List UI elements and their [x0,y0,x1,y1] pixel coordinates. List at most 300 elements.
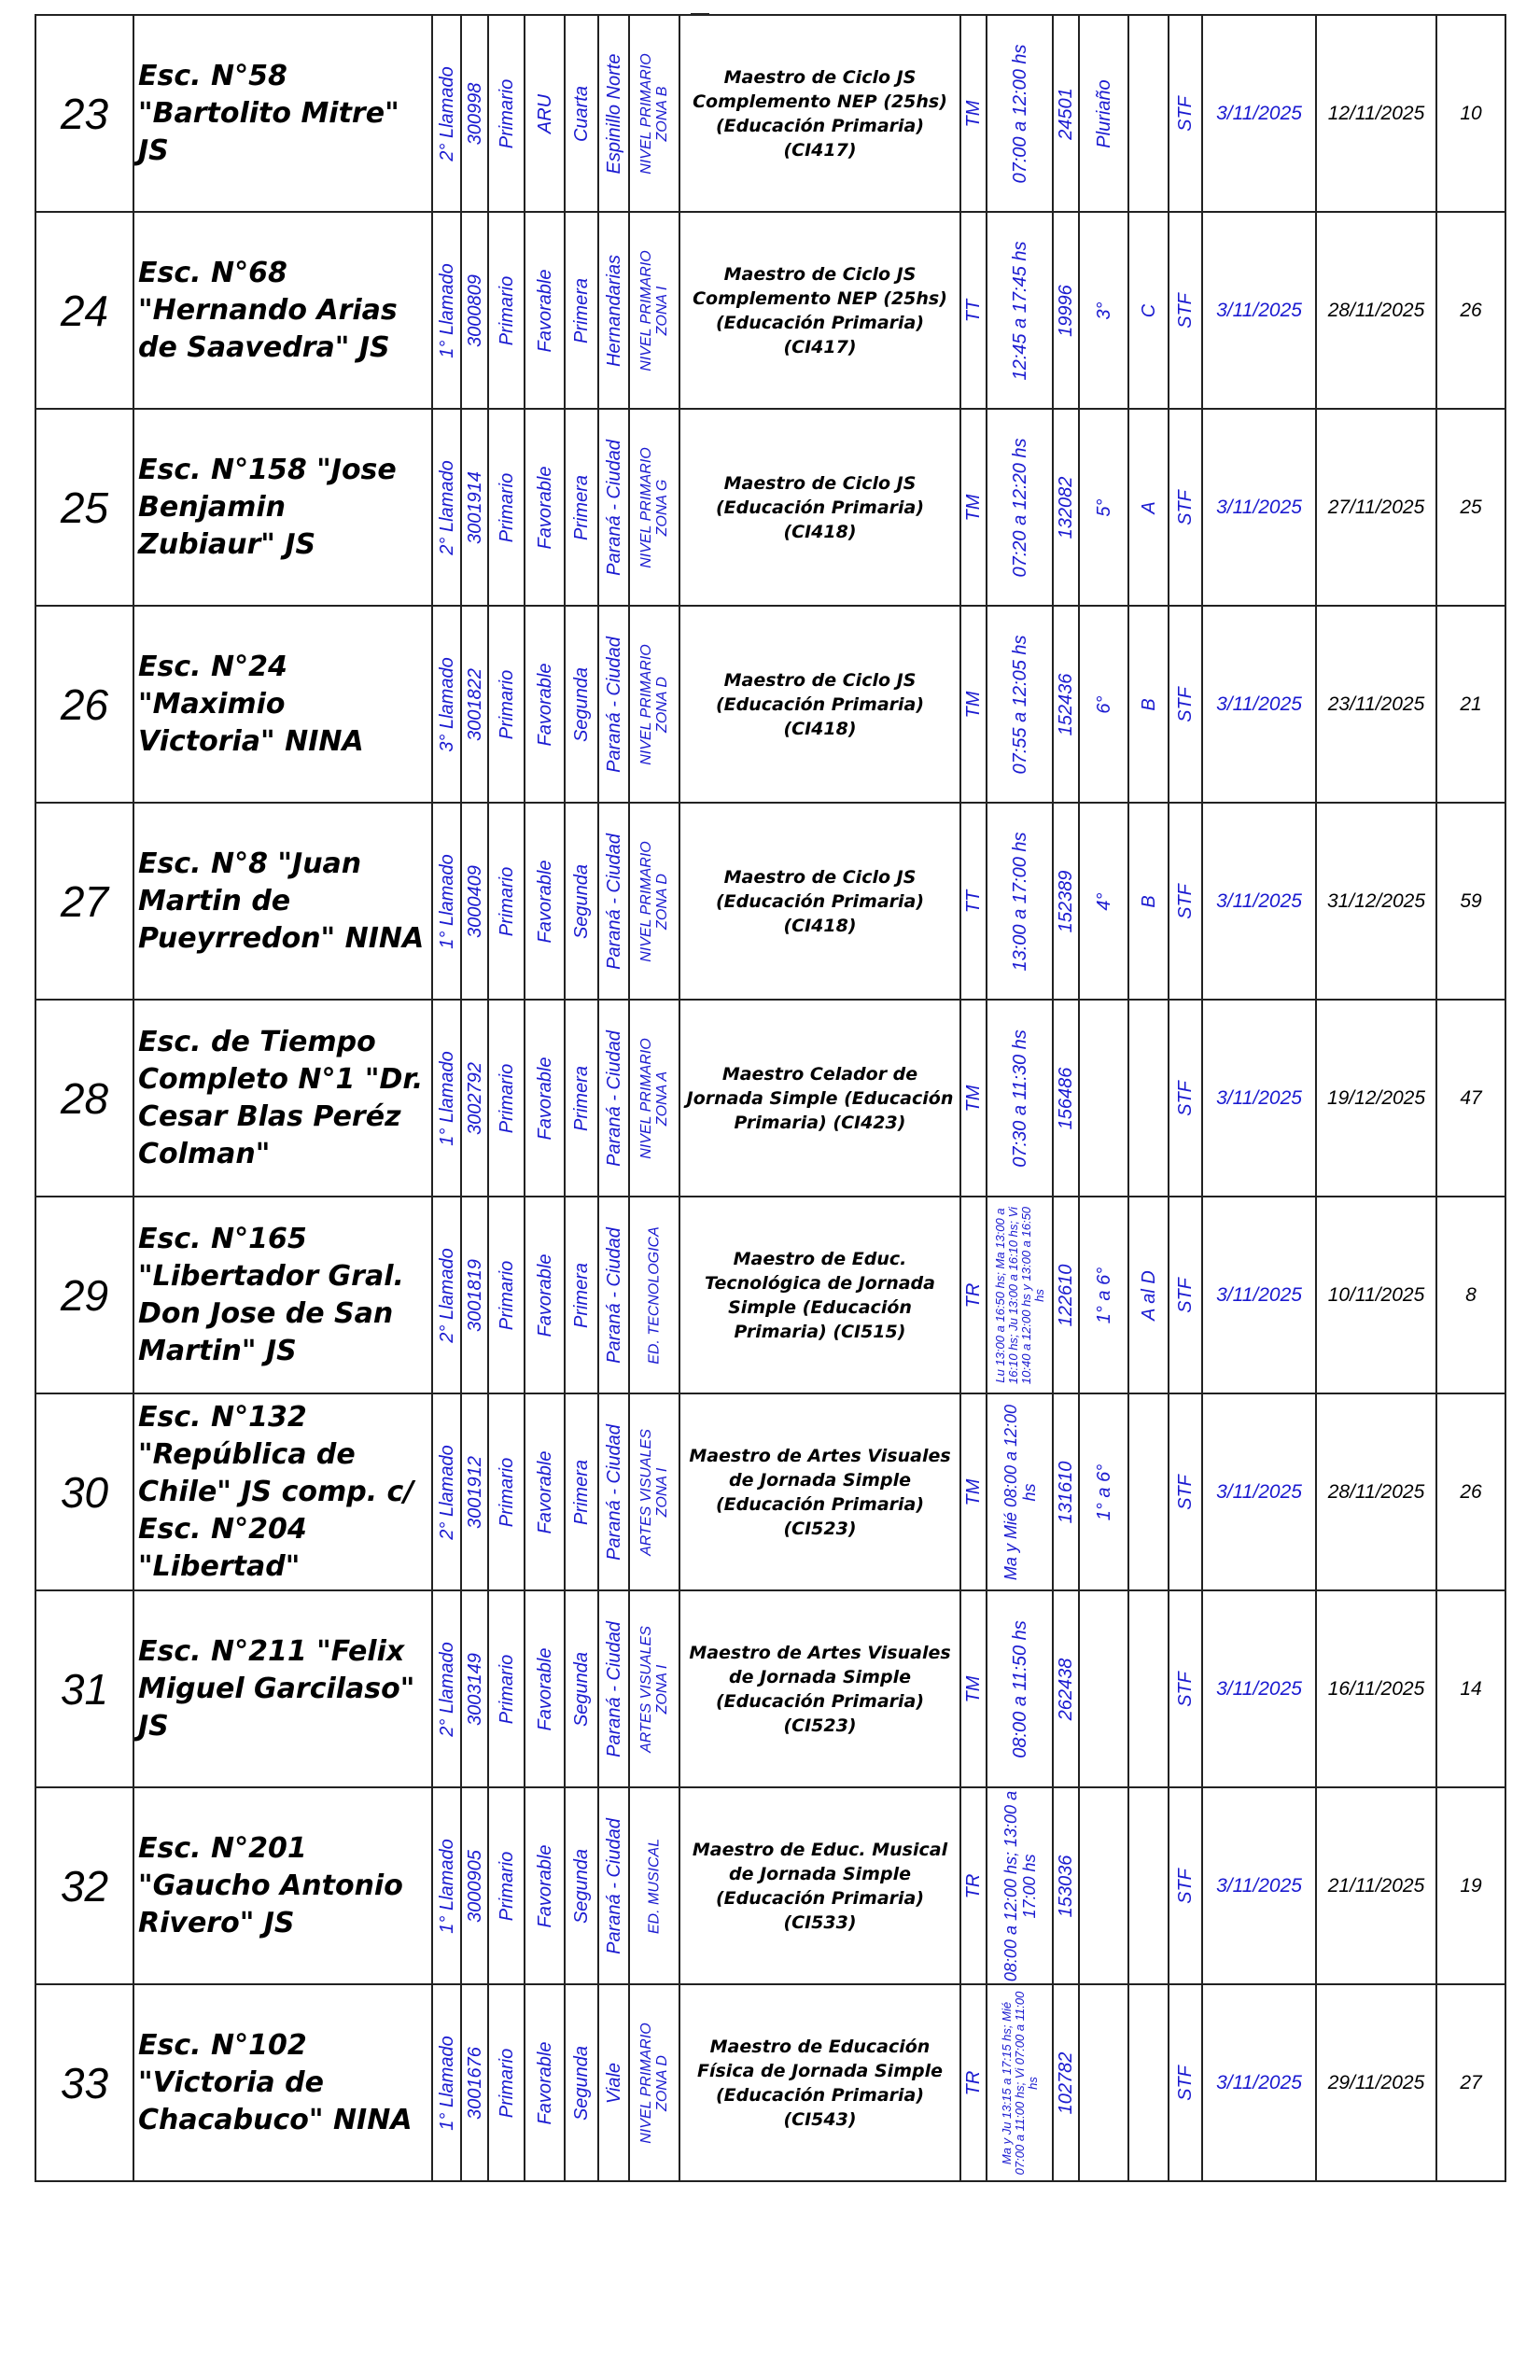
area: NIVEL PRIMARIO ZONA I [638,249,670,371]
grade: 1° a 6° [1093,1267,1114,1323]
type: STF [1175,1671,1196,1707]
position-description: Maestro de Ciclo JS (Educación Primaria) (CI418) [679,803,960,1000]
seccion-cell [1128,1787,1169,1984]
section: B [1138,697,1159,711]
row-number: 25 [35,409,133,606]
locality: Paraná - Ciudad [603,1423,624,1561]
localidad-cell [598,1393,629,1590]
locality: Paraná - Ciudad [603,1226,624,1364]
type: STF [1175,292,1196,329]
establishment-code: 3001914 [464,470,485,544]
llamado-cell [432,1787,461,1984]
tipo-cell [1169,1197,1202,1393]
code-cell [461,803,488,1000]
seccion-cell [1128,1984,1169,2181]
llamado: 1° Llamado [436,853,457,949]
zona-tipo-cell [525,1393,565,1590]
nivel-cell [488,803,525,1000]
type: STF [1175,1868,1196,1904]
level: Primario [496,275,517,345]
start-date: 3/11/2025 [1202,1590,1316,1787]
horario-cell [987,1393,1053,1590]
seccion-cell [1128,212,1169,409]
id-cell [1053,1393,1079,1590]
locality: Paraná - Ciudad [603,636,624,773]
category: Segunda [571,666,592,742]
tipo-cell [1169,212,1202,409]
day-count: 19 [1436,1787,1505,1984]
area: ED. TECNOLOGICA [646,1225,663,1365]
seccion-cell [1128,409,1169,606]
zona-tipo-cell [525,1787,565,1984]
table-row [35,1197,1505,1393]
seccion-cell [1128,1197,1169,1393]
categoria-cell [565,803,598,1000]
code-cell [461,1393,488,1590]
area-cell [629,1787,679,1984]
row-number: 31 [35,1590,133,1787]
zone-type: Favorable [534,2041,555,2124]
categoria-cell [565,1197,598,1393]
categoria-cell [565,1984,598,2181]
llamado: 2° Llamado [436,459,457,555]
turno-cell [960,1984,987,2181]
grade: 3° [1093,301,1114,320]
area-cell [629,606,679,803]
turno-cell [960,212,987,409]
row-number: 33 [35,1984,133,2181]
section: A [1138,500,1159,514]
categoria-cell [565,15,598,212]
shift: TM [963,1085,984,1112]
tipo-cell [1169,606,1202,803]
shift: TR [963,1282,984,1308]
position-description: Maestro de Ciclo JS Complemento NEP (25hs) (Educación Primaria) (CI417) [679,15,960,212]
grado-cell [1079,15,1128,212]
day-count: 59 [1436,803,1505,1000]
grado-cell [1079,1984,1128,2181]
grado-cell [1079,1393,1128,1590]
row-number: 29 [35,1197,133,1393]
type: STF [1175,1277,1196,1313]
category: Segunda [571,863,592,939]
area-cell [629,803,679,1000]
end-date: 23/11/2025 [1316,606,1436,803]
id-cell [1053,1984,1079,2181]
row-number: 26 [35,606,133,803]
categoria-cell [565,1787,598,1984]
nivel-cell [488,1590,525,1787]
zone-type: Favorable [534,663,555,746]
code-cell [461,1787,488,1984]
schedule: 07:20 a 12:20 hs [1009,438,1030,578]
establishment-code: 3002792 [464,1061,485,1135]
categoria-cell [565,1590,598,1787]
area: ARTES VISUALES ZONA I [638,1625,670,1753]
llamado-cell [432,1590,461,1787]
localidad-cell [598,1787,629,1984]
categoria-cell [565,606,598,803]
end-date: 12/11/2025 [1316,15,1436,212]
zone-type: Favorable [534,1253,555,1337]
schedule: Ma y Ju 13:15 a 17:15 hs; Mié 07:00 a 11:00 hs; Vi 07:00 a 11:00 hs [999,1991,1040,2175]
position-description: Maestro de Ciclo JS (Educación Primaria) (CI418) [679,606,960,803]
level: Primario [496,472,517,542]
grado-cell [1079,1590,1128,1787]
school-name: Esc. N°68 "Hernando Arias de Saavedra" JS [133,212,432,409]
grado-cell [1079,1197,1128,1393]
id-cell [1053,803,1079,1000]
establishment-code: 3003149 [464,1652,485,1726]
localidad-cell [598,1590,629,1787]
id-cell [1053,1787,1079,1984]
shift: TR [963,2070,984,2095]
tipo-cell [1169,409,1202,606]
seccion-cell [1128,1590,1169,1787]
position-description: Maestro de Artes Visuales de Jornada Simple (Educación Primaria) (CI523) [679,1590,960,1787]
area-cell [629,409,679,606]
position-id: 262438 [1056,1658,1076,1720]
row-number: 32 [35,1787,133,1984]
row-number: 24 [35,212,133,409]
day-count: 21 [1436,606,1505,803]
llamado: 2° Llamado [436,1247,457,1343]
zona-tipo-cell [525,212,565,409]
grade: 4° [1093,891,1114,911]
table-row [35,1787,1505,1984]
zone-type: Favorable [534,860,555,943]
area: NIVEL PRIMARIO ZONA G [638,446,670,568]
position-id: 156486 [1056,1067,1076,1129]
llamado: 2° Llamado [436,1641,457,1737]
day-count: 25 [1436,409,1505,606]
end-date: 21/11/2025 [1316,1787,1436,1984]
llamado: 1° Llamado [436,262,457,358]
llamado-cell [432,15,461,212]
localidad-cell [598,803,629,1000]
establishment-code: 3001912 [464,1455,485,1529]
day-count: 47 [1436,1000,1505,1197]
position-description: Maestro de Artes Visuales de Jornada Simple (Educación Primaria) (CI523) [679,1393,960,1590]
end-date: 29/11/2025 [1316,1984,1436,2181]
category: Primera [571,1459,592,1525]
horario-cell [987,606,1053,803]
establishment-code: 300998 [464,82,485,145]
position-id: 153036 [1056,1855,1076,1917]
shift: TM [963,100,984,127]
type: STF [1175,686,1196,722]
table-row [35,1393,1505,1590]
school-name: Esc. N°201 "Gaucho Antonio Rivero" JS [133,1787,432,1984]
horario-cell [987,15,1053,212]
zone-type: ARU [534,93,555,133]
llamado: 1° Llamado [436,1838,457,1934]
schedule: Lu 13:00 a 16:50 hs; Ma 13:00 a 16:10 hs; Ju 13:00 a 16:10 hs; Vi 10:40 a 12:00 hs y 13:00 a 16:50 hs [992,1206,1046,1384]
schedule: 12:45 a 17:45 hs [1009,241,1030,381]
turno-cell [960,1000,987,1197]
grade: 5° [1093,497,1114,517]
code-cell [461,1984,488,2181]
zona-tipo-cell [525,409,565,606]
day-count: 26 [1436,212,1505,409]
nivel-cell [488,1787,525,1984]
table-row [35,606,1505,803]
llamado-cell [432,803,461,1000]
id-cell [1053,606,1079,803]
schedule: 07:30 a 11:30 hs [1009,1029,1030,1168]
category: Primera [571,474,592,540]
nivel-cell [488,409,525,606]
end-date: 27/11/2025 [1316,409,1436,606]
area-cell [629,212,679,409]
localidad-cell [598,1197,629,1393]
area: NIVEL PRIMARIO ZONA D [638,840,670,962]
zona-tipo-cell [525,803,565,1000]
turno-cell [960,1197,987,1393]
schedule: 13:00 a 17:00 hs [1009,832,1030,972]
establishment-code: 3001819 [464,1258,485,1332]
area: NIVEL PRIMARIO ZONA D [638,643,670,765]
school-name: Esc. N°102 "Victoria de Chacabuco" NINA [133,1984,432,2181]
id-cell [1053,1197,1079,1393]
position-description: Maestro de Educ. Musical de Jornada Simple (Educación Primaria) (CI533) [679,1787,960,1984]
level: Primario [496,1654,517,1724]
vacancy-table [35,14,1506,2182]
schedule: 07:55 a 12:05 hs [1009,635,1030,775]
zona-tipo-cell [525,1590,565,1787]
llamado: 1° Llamado [436,2035,457,2131]
shift: TM [963,691,984,718]
position-id: 122610 [1056,1264,1076,1326]
nivel-cell [488,1984,525,2181]
start-date: 3/11/2025 [1202,1984,1316,2181]
position-description: Maestro de Ciclo JS Complemento NEP (25hs) (Educación Primaria) (CI417) [679,212,960,409]
category: Segunda [571,1848,592,1924]
school-name: Esc. N°24 "Maximio Victoria" NINA [133,606,432,803]
seccion-cell [1128,15,1169,212]
grade: 1° a 6° [1093,1463,1114,1520]
level: Primario [496,2048,517,2118]
grado-cell [1079,803,1128,1000]
establishment-code: 3001822 [464,667,485,741]
table-row [35,1000,1505,1197]
shift: TM [963,494,984,521]
position-description: Maestro de Educ. Tecnológica de Jornada Simple (Educación Primaria) (CI515) [679,1197,960,1393]
type: STF [1175,2065,1196,2101]
area-cell [629,1000,679,1197]
llamado: 1° Llamado [436,1050,457,1146]
horario-cell [987,1000,1053,1197]
code-cell [461,1590,488,1787]
zona-tipo-cell [525,606,565,803]
localidad-cell [598,212,629,409]
llamado: 2° Llamado [436,65,457,161]
locality: Hernandarias [603,254,624,367]
start-date: 3/11/2025 [1202,212,1316,409]
end-date: 19/12/2025 [1316,1000,1436,1197]
position-id: 102782 [1056,2051,1076,2114]
localidad-cell [598,409,629,606]
categoria-cell [565,1000,598,1197]
start-date: 3/11/2025 [1202,803,1316,1000]
category: Segunda [571,1651,592,1727]
localidad-cell [598,15,629,212]
level: Primario [496,866,517,936]
day-count: 26 [1436,1393,1505,1590]
day-count: 27 [1436,1984,1505,2181]
horario-cell [987,1197,1053,1393]
area-cell [629,1984,679,2181]
localidad-cell [598,1984,629,2181]
categoria-cell [565,409,598,606]
locality: Paraná - Ciudad [603,1620,624,1757]
position-id: 131610 [1056,1461,1076,1523]
section: A al D [1138,1269,1159,1321]
nivel-cell [488,1197,525,1393]
shift: TM [963,1478,984,1505]
establishment-code: 3000905 [464,1849,485,1923]
categoria-cell [565,212,598,409]
seccion-cell [1128,1000,1169,1197]
seccion-cell [1128,803,1169,1000]
locality: Paraná - Ciudad [603,439,624,576]
school-name: Esc. N°158 "Jose Benjamin Zubiaur" JS [133,409,432,606]
id-cell [1053,1590,1079,1787]
zona-tipo-cell [525,1000,565,1197]
locality: Paraná - Ciudad [603,833,624,970]
shift: TT [963,889,984,913]
start-date: 3/11/2025 [1202,606,1316,803]
zone-type: Favorable [534,1450,555,1533]
code-cell [461,212,488,409]
zona-tipo-cell [525,15,565,212]
zone-type: Favorable [534,269,555,352]
table-row [35,1590,1505,1787]
level: Primario [496,1063,517,1133]
position-id: 152436 [1056,673,1076,735]
nivel-cell [488,15,525,212]
level: Primario [496,669,517,739]
end-date: 16/11/2025 [1316,1590,1436,1787]
nivel-cell [488,212,525,409]
grade: 6° [1093,694,1114,714]
horario-cell [987,1984,1053,2181]
code-cell [461,1197,488,1393]
locality: Paraná - Ciudad [603,1817,624,1954]
table-row [35,803,1505,1000]
category: Primera [571,1065,592,1131]
horario-cell [987,212,1053,409]
type: STF [1175,95,1196,132]
area: ARTES VISUALES ZONA I [638,1428,670,1556]
school-name: Esc. N°211 "Felix Miguel Garcilaso" JS [133,1590,432,1787]
table-row [35,409,1505,606]
start-date: 3/11/2025 [1202,1197,1316,1393]
category: Primera [571,1262,592,1328]
llamado-cell [432,1393,461,1590]
day-count: 10 [1436,15,1505,212]
area: ED. MUSICAL [646,1838,663,1934]
position-id: 24501 [1056,87,1076,140]
school-name: Esc. N°58 "Bartolito Mitre" JS [133,15,432,212]
code-cell [461,409,488,606]
school-name: Esc. N°132 "República de Chile" JS comp. c/ Esc. N°204 "Libertad" [133,1393,432,1590]
section: C [1138,303,1159,317]
start-date: 3/11/2025 [1202,1787,1316,1984]
end-date: 28/11/2025 [1316,1393,1436,1590]
turno-cell [960,15,987,212]
turno-cell [960,803,987,1000]
type: STF [1175,489,1196,525]
schedule: 08:00 a 12:00 hs; 13:00 a 17:00 hs [1001,1790,1039,1981]
type: STF [1175,883,1196,919]
category: Primera [571,277,592,343]
llamado-cell [432,409,461,606]
id-cell [1053,409,1079,606]
end-date: 31/12/2025 [1316,803,1436,1000]
zona-tipo-cell [525,1984,565,2181]
grado-cell [1079,212,1128,409]
zona-tipo-cell [525,1197,565,1393]
localidad-cell [598,1000,629,1197]
llamado-cell [432,606,461,803]
llamado-cell [432,1000,461,1197]
nivel-cell [488,1000,525,1197]
grado-cell [1079,409,1128,606]
level: Primario [496,1851,517,1921]
area: NIVEL PRIMARIO ZONA A [638,1037,670,1159]
start-date: 3/11/2025 [1202,409,1316,606]
grade: Pluriaño [1093,78,1114,148]
grado-cell [1079,1000,1128,1197]
zone-type: Favorable [534,1057,555,1140]
area: NIVEL PRIMARIO ZONA B [638,52,670,175]
shift: TR [963,1873,984,1898]
position-description: Maestro Celador de Jornada Simple (Educación Primaria) (CI423) [679,1000,960,1197]
school-name: Esc. N°8 "Juan Martin de Pueyrredon" NINA [133,803,432,1000]
categoria-cell [565,1393,598,1590]
horario-cell [987,1787,1053,1984]
turno-cell [960,1393,987,1590]
turno-cell [960,409,987,606]
turno-cell [960,606,987,803]
row-number: 23 [35,15,133,212]
horario-cell [987,1590,1053,1787]
area: NIVEL PRIMARIO ZONA D [638,2022,670,2144]
day-count: 14 [1436,1590,1505,1787]
grado-cell [1079,1787,1128,1984]
seccion-cell [1128,1393,1169,1590]
establishment-code: 3000809 [464,273,485,347]
llamado-cell [432,212,461,409]
tipo-cell [1169,1590,1202,1787]
llamado-cell [432,1197,461,1393]
seccion-cell [1128,606,1169,803]
row-number: 27 [35,803,133,1000]
area-cell [629,1197,679,1393]
llamado-cell [432,1984,461,2181]
start-date: 3/11/2025 [1202,1000,1316,1197]
table-row [35,15,1505,212]
code-cell [461,1000,488,1197]
zone-type: Favorable [534,1844,555,1927]
level: Primario [496,78,517,148]
zone-type: Favorable [534,1647,555,1730]
turno-cell [960,1787,987,1984]
row-number: 28 [35,1000,133,1197]
table-row [35,212,1505,409]
establishment-code: 3001676 [464,2046,485,2120]
